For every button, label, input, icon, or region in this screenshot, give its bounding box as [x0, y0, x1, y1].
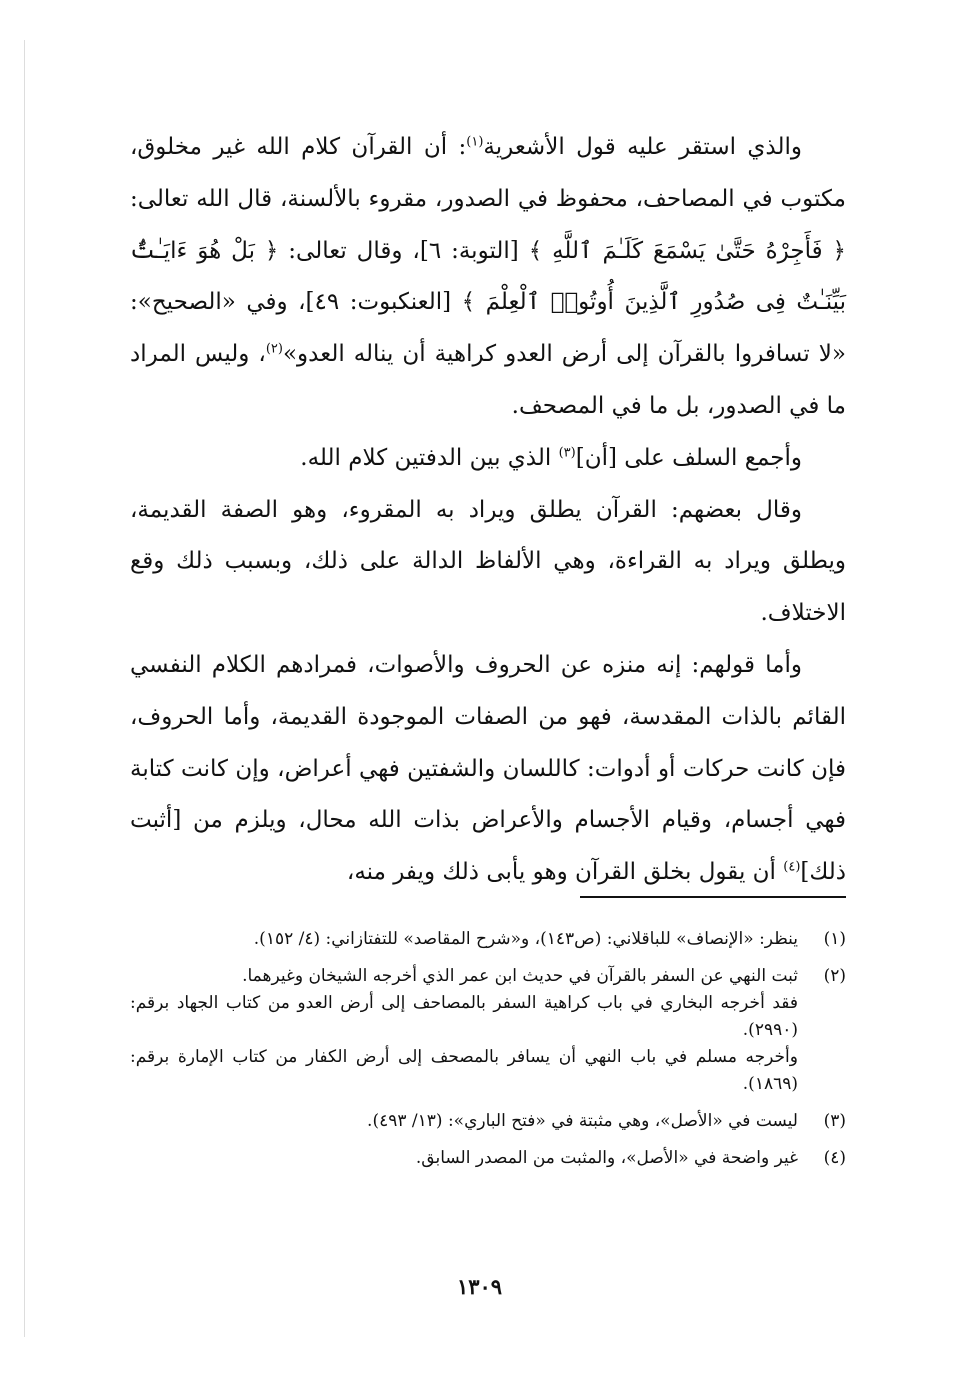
- footnote-text: ينظر: «الإنصاف» للباقلاني: (ص١٤٣)، و«شرح المقاصد» للتفتازاني: (٤/ ١٥٢).: [253, 929, 798, 949]
- page-number: ١٣٠٩: [456, 1274, 503, 1299]
- footnote-text: ليست في «الأصل»، وهي مثبتة في «فتح الباري»: (١٣/ ٤٩٣).: [367, 1111, 798, 1131]
- footnotes: [130, 926, 846, 1182]
- paragraph-2: وأجمع السلف على [أن]$^{(٣)}$ الذي بين الدفتين كلام الله.: [300, 444, 802, 471]
- footnote-text: فقد أخرجه البخاري في باب كراهية السفر بالمصاحف إلى أرض العدو من كتاب الجهاد برقم: (٢٩٩٠).: [130, 993, 798, 1040]
- footnote-number: (٣): [823, 1111, 846, 1131]
- footnote-2: [130, 963, 846, 1098]
- footnote-ref-1[interactable]: (١): [466, 134, 484, 150]
- footnote-number: (٢): [823, 966, 846, 986]
- footnote-number: (٤): [823, 1148, 846, 1168]
- footnote-4: [130, 1145, 846, 1172]
- page-edge-line: [24, 40, 25, 1337]
- footnote-ref-3[interactable]: (٣): [558, 445, 576, 461]
- main-text: [130, 122, 846, 899]
- footnote-number: (١): [823, 929, 846, 949]
- footnote-separator: [580, 896, 846, 898]
- footnote-3: [130, 1108, 846, 1135]
- footnote-text: غير واضحة في «الأصل»، والمثبت من المصدر السابق.: [415, 1148, 798, 1168]
- paragraph-3: وقال بعضهم: القرآن يطلق ويراد به المقروء، وهو الصفة القديمة، ويطلق ويراد به القراءة، وهي الألفاظ الدالة على ذلك، وبسبب ذلك وقع الاختلاف.: [130, 496, 846, 627]
- footnote-text: وأخرجه مسلم في باب النهي أن يسافر بالمصحف إلى أرض الكفار من كتاب الإمارة برقم: (١٨٦٩).: [130, 1047, 798, 1094]
- footnote-ref-4[interactable]: (٤): [783, 859, 801, 875]
- footnote-text: ثبت النهي عن السفر بالقرآن في حديث ابن عمر الذي أخرجه الشيخان وغيرهما.: [242, 966, 798, 986]
- paragraph-1: والذي استقر عليه قول الأشعرية$^{(١)}$: أن القرآن كلام الله غير مخلوق، مكتوب في المصاحف، محفوظ في الصدور، مقروء بالألسنة، قال الله تعالى: ﴿ فَأَجِرْهُ حَتَّىٰ يَسْمَعَ كَلَـٰمَ ٱللَّهِ ﴾ [التوبة: ٦]، وقال تعالى: ﴿ بَلْ هُوَ ءَايَـٰتٌۢ بَيِّنَـٰتٌ فِى صُدُورِ ٱلَّذِينَ أُوتُوا۟ ٱلْعِلْمَ ﴾ [العنكبوت: ٤٩]، وفي «الصحيح»: «لا تسافروا بالقرآن إلى أرض العدو كراهية أن يناله العدو»$^{(٢)}$، وليس المراد ما في الصدور، بل ما في المصحف.: [130, 134, 846, 419]
- footnote-1: [130, 926, 846, 953]
- footnote-ref-2[interactable]: (٢): [265, 341, 283, 357]
- paragraph-4: وأما قولهم: إنه منزه عن الحروف والأصوات، فمرادهم الكلام النفسي القائم بالذات المقدسة، فهو من الصفات الموجودة القديمة، وأما الحروف، فإن كانت حركات أو أدوات: كاللسان والشفتين فهي أعراض، وإن كانت كتابة فهي أجسام، وقيام الأجسام والأعراض بذات الله محال، ويلزم من [أثبت ذلك]$^{(٤)}$ أن يقول بخلق القرآن وهو يأبى ذلك ويفر منه،: [130, 651, 846, 886]
